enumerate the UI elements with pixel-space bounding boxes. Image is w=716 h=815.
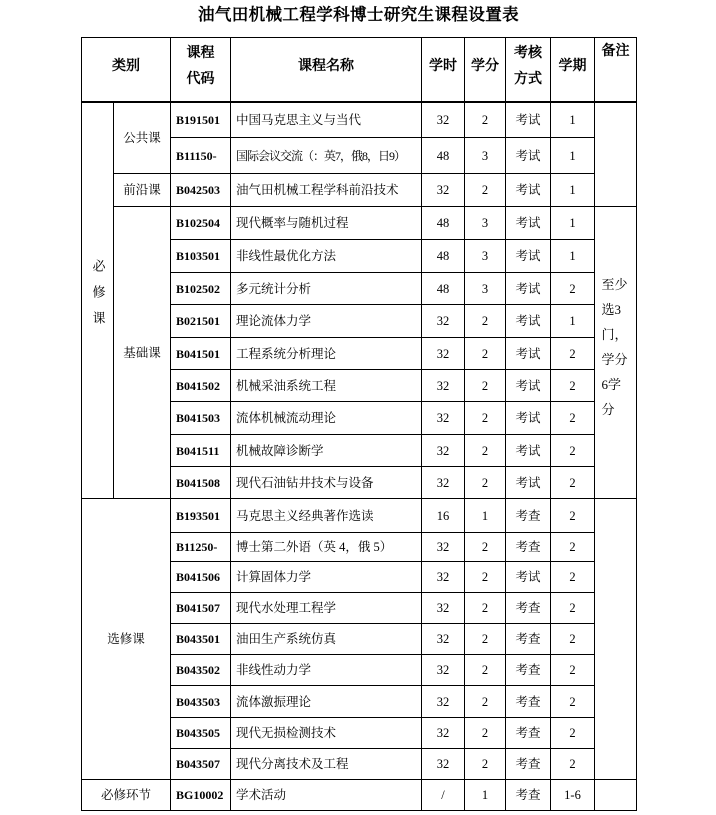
course-term: 2 [551, 402, 595, 435]
header-term: 学期 [551, 38, 595, 102]
course-credits: 2 [465, 749, 506, 780]
course-hours: 32 [422, 102, 465, 138]
course-name: 现代分离技术及工程 [231, 749, 422, 780]
course-hours: / [422, 780, 465, 811]
course-hours: 48 [422, 273, 465, 305]
page-title: 油气田机械工程学科博士研究生课程设置表 [197, 5, 520, 24]
course-exam: 考试 [506, 138, 551, 174]
course-name: 非线性动力学 [231, 655, 422, 686]
course-hours: 32 [422, 305, 465, 338]
course-exam: 考查 [506, 780, 551, 811]
course-term: 2 [551, 338, 595, 370]
course-name: 计算固体力学 [231, 562, 422, 593]
course-credits: 2 [465, 533, 506, 562]
course-exam: 考试 [506, 273, 551, 305]
course-code: B021501 [171, 305, 231, 338]
course-hours: 32 [422, 338, 465, 370]
course-credits: 2 [465, 102, 506, 138]
course-name: 国际会议交流（：英7，俄8，日9） [231, 138, 422, 174]
course-term: 1 [551, 240, 595, 273]
course-code: B043502 [171, 655, 231, 686]
course-hours: 32 [422, 435, 465, 467]
course-credits: 3 [465, 273, 506, 305]
course-term: 1 [551, 138, 595, 174]
course-credits: 2 [465, 624, 506, 655]
category-required-link: 必修环节 [82, 780, 171, 811]
course-exam: 考试 [506, 207, 551, 240]
course-name: 学术活动 [231, 780, 422, 811]
course-code: B043503 [171, 686, 231, 718]
course-name: 理论流体力学 [231, 305, 422, 338]
course-name: 机械采油系统工程 [231, 370, 422, 402]
course-code: B041511 [171, 435, 231, 467]
course-hours: 32 [422, 624, 465, 655]
course-code: B191501 [171, 102, 231, 138]
header-credits: 学分 [465, 38, 506, 102]
course-exam: 考查 [506, 749, 551, 780]
course-term: 2 [551, 273, 595, 305]
remark-cell-public [595, 102, 637, 207]
course-name: 现代无损检测技术 [231, 718, 422, 749]
course-term: 1-6 [551, 780, 595, 811]
category-required [82, 102, 114, 499]
remark-basic-text: 至少选3门，学分6学分 [601, 276, 628, 417]
course-code: B043505 [171, 718, 231, 749]
course-exam: 考查 [506, 593, 551, 624]
course-code: B11250- [171, 533, 231, 562]
header-category: 类别 [82, 38, 171, 102]
course-code: B043501 [171, 624, 231, 655]
course-credits: 2 [465, 655, 506, 686]
course-term: 2 [551, 624, 595, 655]
course-credits: 3 [465, 138, 506, 174]
course-exam: 考试 [506, 370, 551, 402]
course-hours: 32 [422, 686, 465, 718]
course-credits: 2 [465, 338, 506, 370]
course-credits: 3 [465, 240, 506, 273]
category-elective: 选修课 [82, 499, 171, 780]
course-code: B041501 [171, 338, 231, 370]
course-name: 油田生产系统仿真 [231, 624, 422, 655]
course-code: B041502 [171, 370, 231, 402]
course-name: 油气田机械工程学科前沿技术 [231, 174, 422, 207]
course-exam: 考试 [506, 305, 551, 338]
course-term: 2 [551, 467, 595, 499]
course-name: 非线性最优化方法 [231, 240, 422, 273]
course-exam: 考查 [506, 499, 551, 533]
course-exam: 考试 [506, 562, 551, 593]
course-exam: 考试 [506, 402, 551, 435]
course-credits: 2 [465, 305, 506, 338]
header-name: 课程名称 [231, 38, 422, 102]
remark-cell-basic [595, 207, 637, 499]
course-hours: 48 [422, 240, 465, 273]
course-name: 流体激振理论 [231, 686, 422, 718]
header-exam-label: 考核方式 [514, 45, 542, 88]
course-credits: 1 [465, 780, 506, 811]
course-credits: 3 [465, 207, 506, 240]
course-term: 2 [551, 718, 595, 749]
course-hours: 32 [422, 370, 465, 402]
header-code-label: 课程代码 [186, 45, 215, 88]
course-exam: 考查 [506, 624, 551, 655]
course-hours: 32 [422, 593, 465, 624]
course-exam: 考试 [506, 102, 551, 138]
course-exam: 考试 [506, 435, 551, 467]
course-term: 2 [551, 749, 595, 780]
course-row [82, 499, 637, 533]
course-code: B193501 [171, 499, 231, 533]
category-public: 公共课 [114, 102, 171, 174]
course-credits: 2 [465, 718, 506, 749]
course-term: 1 [551, 174, 595, 207]
course-credits: 2 [465, 686, 506, 718]
course-code: B041507 [171, 593, 231, 624]
course-hours: 32 [422, 562, 465, 593]
course-name: 现代水处理工程学 [231, 593, 422, 624]
course-code: B041506 [171, 562, 231, 593]
course-term: 2 [551, 593, 595, 624]
course-hours: 32 [422, 174, 465, 207]
course-exam: 考试 [506, 338, 551, 370]
category-frontier: 前沿课 [114, 174, 171, 207]
course-hours: 32 [422, 749, 465, 780]
course-name: 工程系统分析理论 [231, 338, 422, 370]
course-exam: 考查 [506, 718, 551, 749]
course-name: 中国马克思主义与当代 [231, 102, 422, 138]
course-code: B102504 [171, 207, 231, 240]
course-code: B102502 [171, 273, 231, 305]
course-term: 2 [551, 686, 595, 718]
course-code: BG10002 [171, 780, 231, 811]
header-remark: 备注 [595, 38, 637, 102]
header-row [82, 38, 637, 102]
course-hours: 32 [422, 655, 465, 686]
course-name: 机械故障诊断学 [231, 435, 422, 467]
course-term: 2 [551, 655, 595, 686]
course-hours: 32 [422, 533, 465, 562]
course-credits: 2 [465, 435, 506, 467]
course-term: 1 [551, 305, 595, 338]
course-credits: 2 [465, 370, 506, 402]
course-term: 2 [551, 562, 595, 593]
course-code: B042503 [171, 174, 231, 207]
course-name: 现代概率与随机过程 [231, 207, 422, 240]
course-credits: 2 [465, 174, 506, 207]
course-row [82, 780, 637, 811]
course-exam: 考查 [506, 655, 551, 686]
course-term: 1 [551, 207, 595, 240]
course-name: 马克思主义经典著作选读 [231, 499, 422, 533]
course-term: 2 [551, 435, 595, 467]
course-credits: 2 [465, 467, 506, 499]
course-hours: 16 [422, 499, 465, 533]
course-exam: 考试 [506, 174, 551, 207]
course-code: B041503 [171, 402, 231, 435]
course-exam: 考查 [506, 533, 551, 562]
course-hours: 32 [422, 467, 465, 499]
course-credits: 2 [465, 402, 506, 435]
course-code: B11150- [171, 138, 231, 174]
course-credits: 2 [465, 562, 506, 593]
course-credits: 1 [465, 499, 506, 533]
course-term: 2 [551, 370, 595, 402]
course-row [82, 174, 637, 207]
course-name: 现代石油钻井技术与设备 [231, 467, 422, 499]
course-code: B103501 [171, 240, 231, 273]
header-hours: 学时 [422, 38, 465, 102]
course-name: 多元统计分析 [231, 273, 422, 305]
course-exam: 考试 [506, 467, 551, 499]
course-credits: 2 [465, 593, 506, 624]
course-name: 博士第二外语（英 4，俄 5） [231, 533, 422, 562]
course-exam: 考试 [506, 240, 551, 273]
category-basic: 基础课 [114, 207, 171, 499]
course-code: B041508 [171, 467, 231, 499]
course-hours: 48 [422, 207, 465, 240]
course-code: B043507 [171, 749, 231, 780]
course-hours: 48 [422, 138, 465, 174]
remark-cell-required-link [595, 780, 637, 811]
course-term: 2 [551, 533, 595, 562]
course-term: 1 [551, 102, 595, 138]
course-row [82, 102, 637, 138]
course-row [82, 207, 637, 240]
header-exam [506, 38, 551, 102]
course-name: 流体机械流动理论 [231, 402, 422, 435]
course-hours: 32 [422, 402, 465, 435]
remark-cell-elective [595, 499, 637, 780]
category-required-label: 必修课 [90, 259, 106, 338]
course-table [81, 37, 637, 811]
course-exam: 考查 [506, 686, 551, 718]
course-hours: 32 [422, 718, 465, 749]
course-term: 2 [551, 499, 595, 533]
header-code [171, 38, 231, 102]
